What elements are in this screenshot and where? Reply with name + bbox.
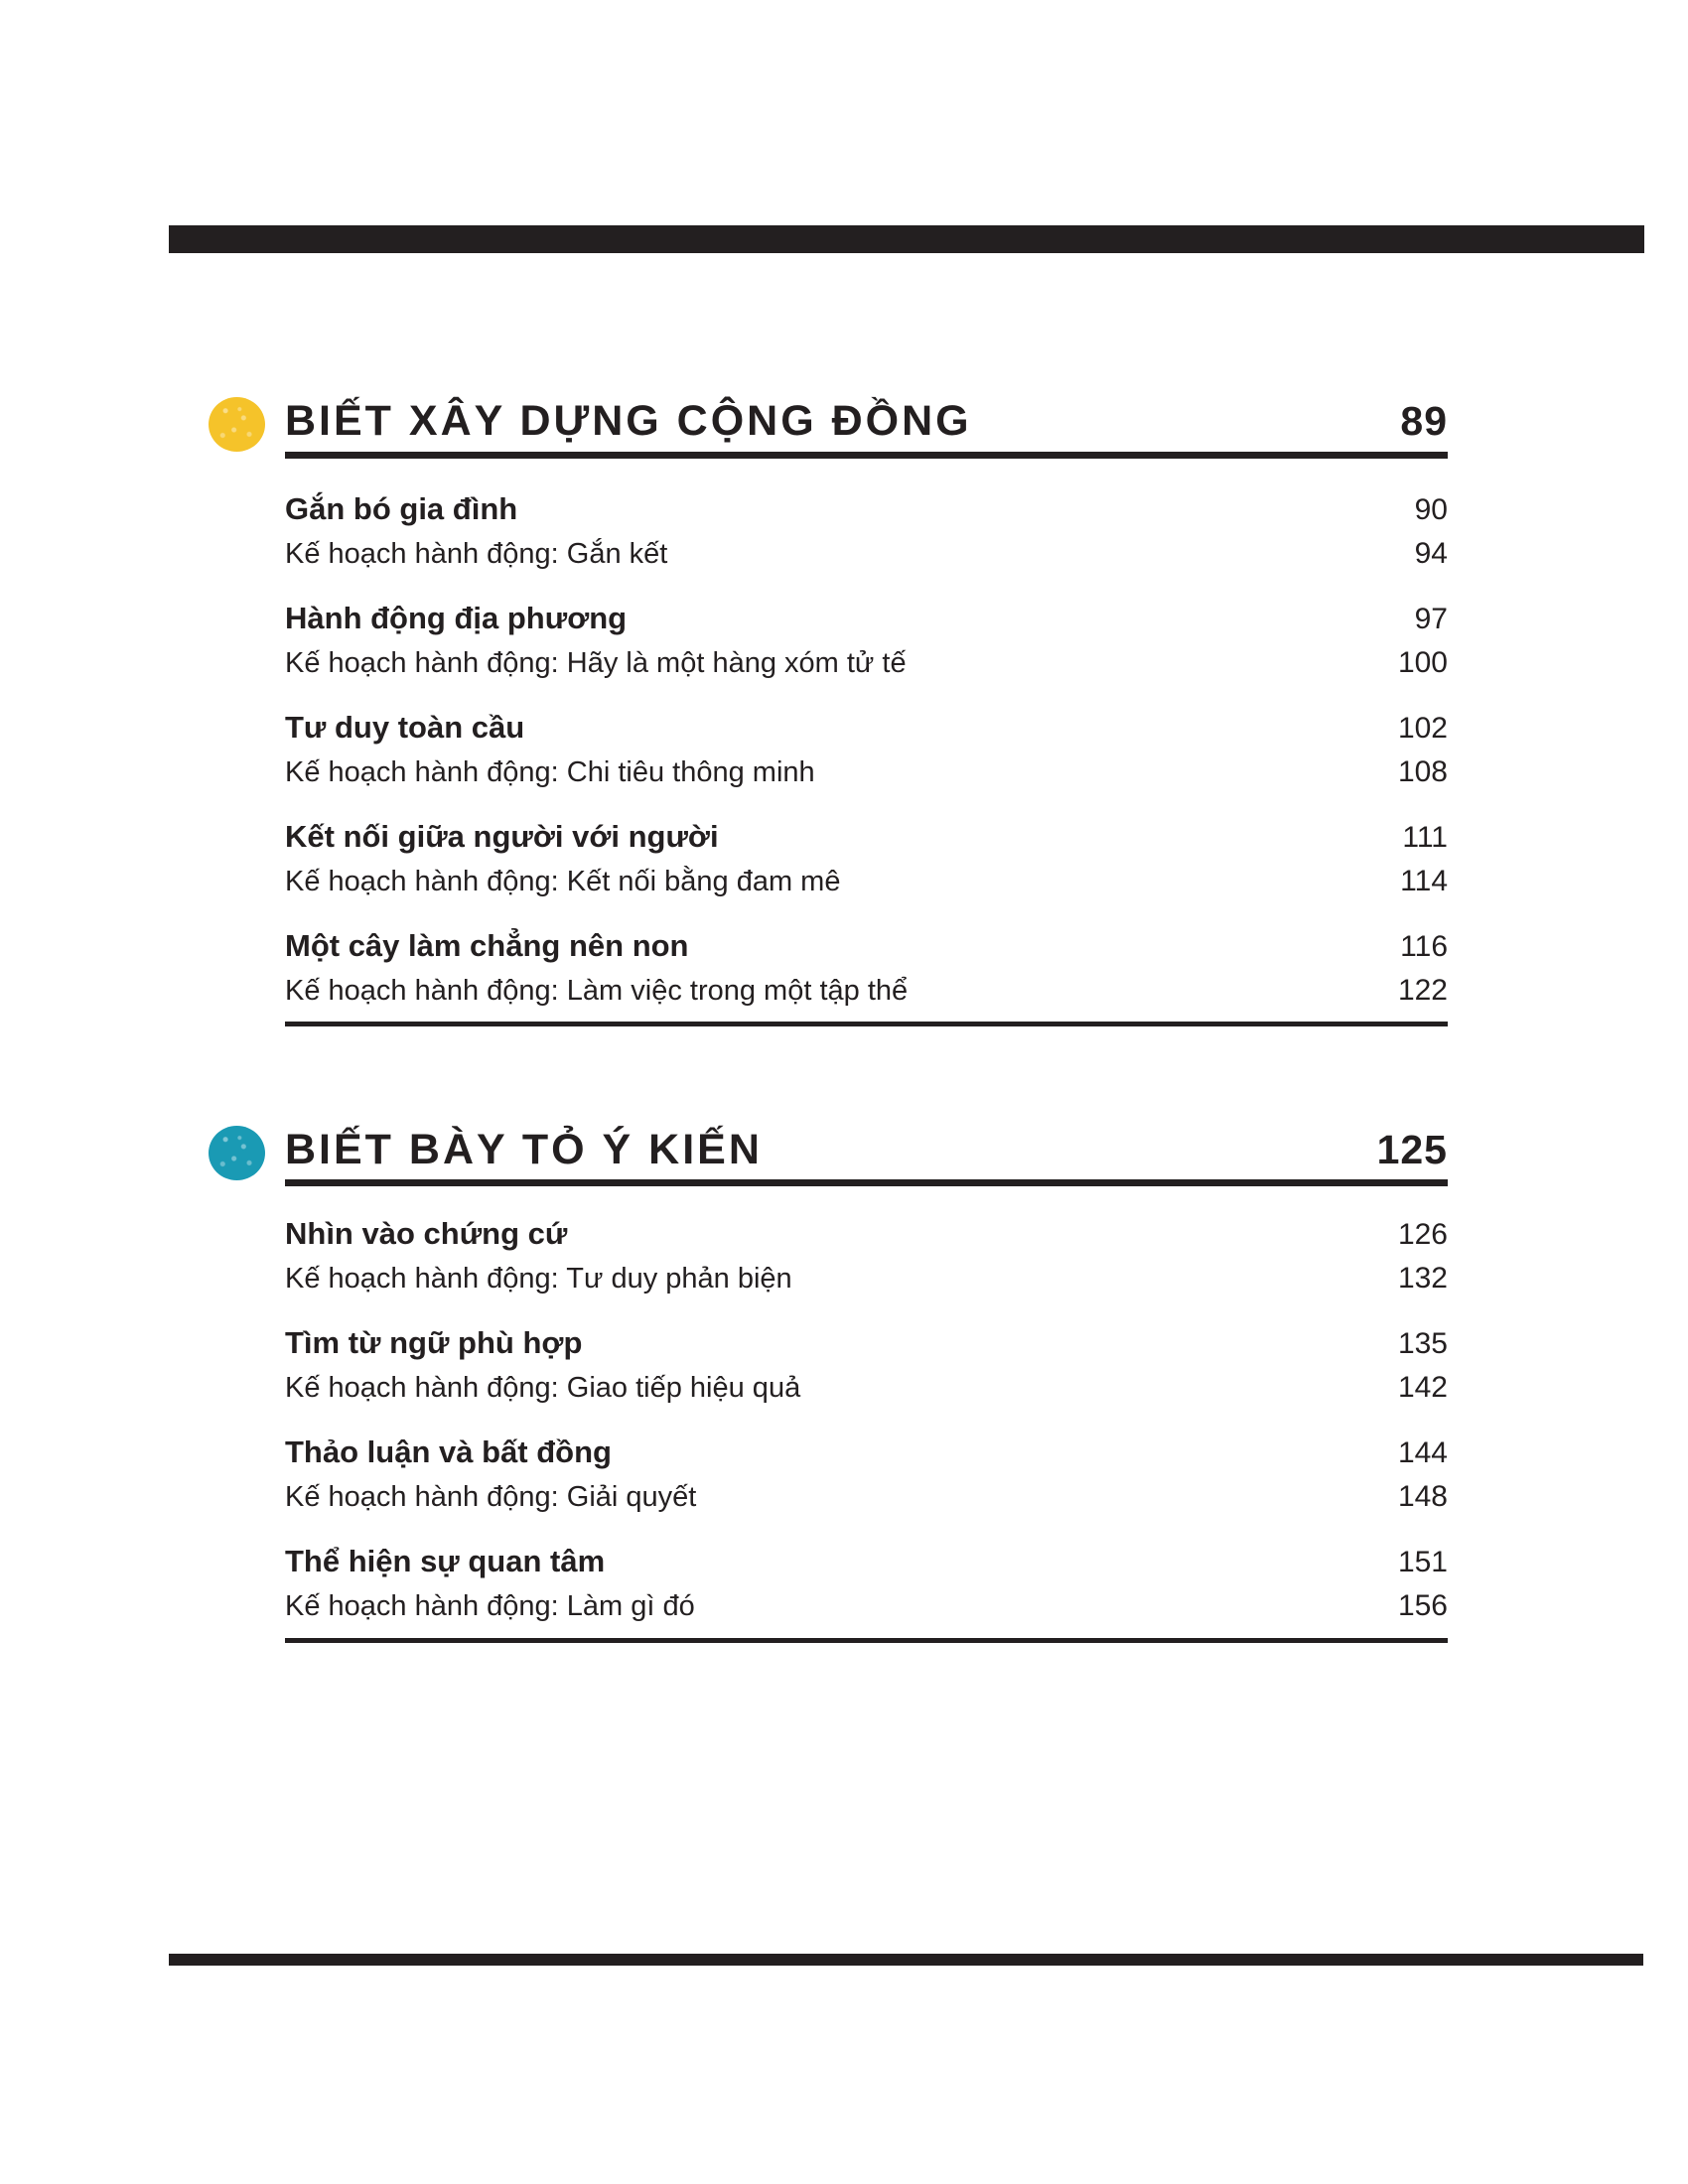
entry-subtitle: Kế hoạch hành động: Tư duy phản biện — [285, 1263, 792, 1295]
entry-subtitle: Kế hoạch hành động: Làm việc trong một tập thể — [285, 975, 909, 1007]
entry-title-line — [285, 486, 1448, 531]
entry-subtitle-page-number: 94 — [1414, 537, 1448, 570]
entry-title: Kết nối giữa người với người — [285, 819, 719, 854]
entry-subtitle-page-number: 156 — [1397, 1589, 1448, 1622]
entry-sub-line — [285, 1365, 1448, 1410]
entry-sub-line — [285, 1474, 1448, 1519]
top-rule-bar — [169, 225, 1644, 253]
entry-sub-line — [285, 859, 1448, 903]
entry-page-number: 126 — [1397, 1218, 1448, 1251]
entry-page-number: 151 — [1397, 1546, 1448, 1578]
section-header — [285, 393, 1448, 449]
entry-page-number: 97 — [1414, 603, 1448, 635]
entry-sub-line — [285, 1583, 1448, 1628]
entry-subtitle: Kế hoạch hành động: Giải quyết — [285, 1481, 697, 1513]
section-entries — [285, 1211, 1448, 1648]
entry-subtitle: Kế hoạch hành động: Hãy là một hàng xóm tử tế — [285, 647, 907, 679]
section-bullet-icon — [209, 397, 265, 452]
entry-sub-line — [285, 531, 1448, 576]
entry-title-line — [285, 1430, 1448, 1474]
toc-entry — [285, 486, 1448, 576]
entry-title: Gắn bó gia đình — [285, 491, 518, 526]
section-header-rule — [285, 452, 1448, 459]
entry-subtitle: Kế hoạch hành động: Chi tiêu thông minh — [285, 756, 815, 788]
section-page-number: 89 — [1400, 397, 1448, 444]
entry-title-line — [285, 1539, 1448, 1583]
entry-page-number: 90 — [1414, 493, 1448, 526]
entry-title: Tư duy toàn cầu — [285, 710, 525, 745]
entry-title-line — [285, 1211, 1448, 1256]
toc-entry — [285, 814, 1448, 903]
section-closing-rule — [285, 1022, 1448, 1026]
entry-subtitle-page-number: 132 — [1397, 1262, 1448, 1295]
entry-title-line — [285, 814, 1448, 859]
section-closing-rule — [285, 1638, 1448, 1643]
entry-title-line — [285, 596, 1448, 640]
section-title: BIẾT BÀY TỎ Ý KIẾN — [285, 1125, 763, 1173]
entry-title: Thảo luận và bất đồng — [285, 1434, 612, 1469]
entry-subtitle-page-number: 108 — [1397, 755, 1448, 788]
entry-page-number: 116 — [1400, 930, 1448, 963]
entry-page-number: 102 — [1397, 712, 1448, 745]
entry-subtitle: Kế hoạch hành động: Gắn kết — [285, 538, 668, 570]
toc-entry — [285, 705, 1448, 794]
toc-entry — [285, 1211, 1448, 1300]
entry-title: Hành động địa phương — [285, 601, 628, 635]
entry-title-line — [285, 923, 1448, 968]
section-title: BIẾT XÂY DỰNG CỘNG ĐỒNG — [285, 396, 972, 445]
section-entries — [285, 486, 1448, 1032]
bottom-rule-bar — [169, 1954, 1643, 1966]
entry-subtitle: Kế hoạch hành động: Kết nối bằng đam mê — [285, 866, 841, 897]
section-header-rule — [285, 1179, 1448, 1186]
entry-subtitle-page-number: 122 — [1397, 974, 1448, 1007]
section-bullet-icon — [209, 1126, 265, 1180]
entry-page-number: 111 — [1402, 821, 1448, 854]
entry-subtitle-page-number: 114 — [1400, 865, 1448, 897]
toc-entry — [285, 923, 1448, 1013]
entry-subtitle-page-number: 142 — [1397, 1371, 1448, 1404]
toc-entry — [285, 1320, 1448, 1410]
entry-page-number: 144 — [1397, 1436, 1448, 1469]
toc-entry — [285, 596, 1448, 685]
entry-sub-line — [285, 1256, 1448, 1300]
entry-title: Tìm từ ngữ phù hợp — [285, 1325, 583, 1360]
entry-title: Thể hiện sự quan tâm — [285, 1544, 606, 1578]
entry-subtitle: Kế hoạch hành động: Làm gì đó — [285, 1590, 695, 1622]
entry-title: Nhìn vào chứng cứ — [285, 1216, 568, 1251]
section-header — [285, 1122, 1448, 1177]
entry-sub-line — [285, 640, 1448, 685]
entry-subtitle-page-number: 148 — [1397, 1480, 1448, 1513]
entry-subtitle: Kế hoạch hành động: Giao tiếp hiệu quả — [285, 1372, 801, 1404]
toc-entry — [285, 1430, 1448, 1519]
section-page-number: 125 — [1376, 1126, 1448, 1172]
entry-page-number: 135 — [1397, 1327, 1448, 1360]
toc-entry — [285, 1539, 1448, 1628]
entry-sub-line — [285, 968, 1448, 1013]
entry-title-line — [285, 705, 1448, 750]
entry-title-line — [285, 1320, 1448, 1365]
entry-sub-line — [285, 750, 1448, 794]
entry-title: Một cây làm chẳng nên non — [285, 928, 689, 963]
entry-subtitle-page-number: 100 — [1397, 646, 1448, 679]
